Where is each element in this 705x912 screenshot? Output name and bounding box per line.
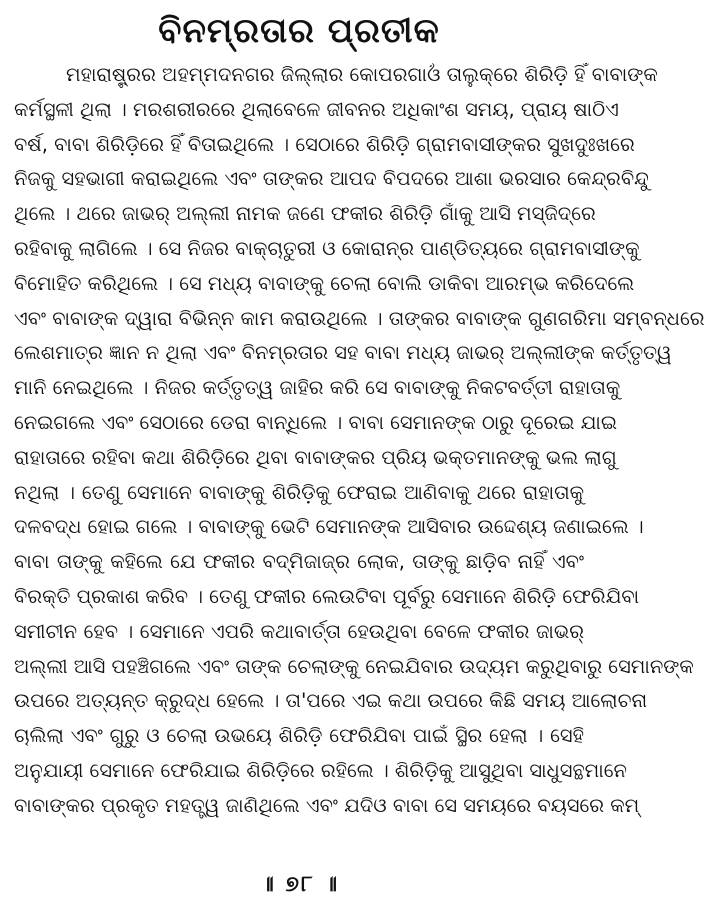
text-line: ବିମୋହିତ କରିଥିଲେ । ସେ ମଧ୍ୟ ବାବାଙ୍କୁ ଚେଲା ବୋଲି ଡାକିବା ଆରମ୍ଭ କରିଦେଲେ xyxy=(14,271,635,295)
chapter-title: ବିନମ୍ରତାର ପ୍ରତୀକ xyxy=(158,11,440,51)
text-line: ଅଲ୍ଲୀ ଆସି ପହଞ୍ଚିଗଲେ ଏବଂ ତାଙ୍କ ଚେଲାଙ୍କୁ ନେଇଯିବାର ଉଦ୍ୟମ କରୁଥିବାରୁ ସେମାନଙ୍କ xyxy=(14,654,694,678)
text-line: ଚାଲିଲା ଏବଂ ଗୁରୁ ଓ ଚେଲା ଉଭୟେ ଶିରିଡ଼ି ଫେରିଯିବା ପାଇଁ ସ୍ଥିର ହେଲା । ସେହି xyxy=(14,724,584,748)
text-line: ବାବାଙ୍କର ପ୍ରକୃତ ମହତ୍ତ୍ୱ ଜାଣିଥିଲେ ଏବଂ ଯଦିଓ ବାବା ସେ ସମୟରେ ବୟସରେ କମ୍‌ xyxy=(14,793,640,817)
text-line: ଥିଲେ । ଥରେ ଜାଭର୍‌ ଅଲ୍ଲୀ ନାମକ ଜଣେ ଫକୀର ଶିରିଡ଼ି ଗାଁକୁ ଆସି ମସ୍‌ଜିଦ୍‌ରେ xyxy=(14,202,596,226)
body-paragraph xyxy=(14,58,705,824)
text-line: ବାବା ତାଙ୍କୁ କହିଲେ ଯେ ଫକୀର ବଦ୍‌ମିଜାଜ୍‌ର ଲୋକ, ତାଙ୍କୁ ଛାଡ଼ିବ ନାହିଁ ଏବଂ xyxy=(14,550,584,574)
text-line: ଦଳବଦ୍ଧ ହୋଇ ଗଲେ । ବାବାଙ୍କୁ ଭେଟି ସେମାନଙ୍କ ଆସିବାର ଉଦ୍ଦେଶ୍ୟ ଜଣାଇଲେ । xyxy=(14,515,644,539)
text-line: ଅନୁଯାୟୀ ସେମାନେ ଫେରିଯାଇ ଶିରିଡ଼ିରେ ରହିଲେ । ଶିରିଡ଼ିକୁ ଆସୁଥିବା ସାଧୁସନ୍ଥମାନେ xyxy=(14,758,627,782)
text-line: ଉପରେ ଅତ୍ୟନ୍ତ କ୍ରୁଦ୍ଧ ହେଲେ । ତା'ପରେ ଏଇ କଥା ଉପରେ କିଛି ସମୟ ଆଲୋଚନା xyxy=(14,689,648,713)
text-line: ସମୀଚୀନ ହେବ । ସେମାନେ ଏପରି କଥାବାର୍ତ୍ତା ହେଉଥିବା ବେଳେ ଫକୀର ଜାଭର୍‌ xyxy=(14,619,584,643)
text-line: ନିଜକୁ ସହଭାଗୀ କରାଇଥିଲେ ଏବଂ ତାଙ୍କର ଆପଦ ବିପଦରେ ଆଶା ଭରସାର କେନ୍ଦ୍ରବିନ୍ଦୁ xyxy=(14,167,649,191)
text-line: ବର୍ଷ, ବାବା ଶିରିଡ଼ିରେ ହିଁ ବିତାଇଥିଲେ । ସେଠାରେ ଶିରିଡ଼ି ଗ୍ରାମବାସୀଙ୍କର ସୁଖଦୁଃଖରେ xyxy=(14,132,635,156)
text-line: ଲେଶମାତ୍ର ଜ୍ଞାନ ନ ଥିଲା ଏବଂ ବିନମ୍ରତାର ସହ ବାବା ମଧ୍ୟ ଜାଭର୍‌ ଅଲ୍ଲୀଙ୍କ କର୍ତ୍ତୃତ୍ୱ xyxy=(14,341,672,365)
text-line: ମହାରାଷ୍ଟ୍ରର ଅହମ୍ମଦନଗର ଜିଲ୍ଲାର କୋପରଗାଓଁ ତାଲୁକ୍‌ରେ ଶିରିଡ଼ି ହିଁ ବାବାଙ୍କ xyxy=(66,63,658,86)
text-line: ରହିବାକୁ ଲାଗିଲେ । ସେ ନିଜର ବାକ୍‌ଚାତୁରୀ ଓ କୋରାନ୍‌ର ପାଣ୍ଡିତ୍ୟରେ ଗ୍ରାମବାସୀଙ୍କୁ xyxy=(14,236,640,260)
text-line: ରାହାତାରେ ରହିବା କଥା ଶିରିଡ଼ିରେ ଥିବା ବାବାଙ୍କର ପ୍ରିୟ ଭକ୍ତମାନଙ୍କୁ ଭଲ ଲାଗୁ xyxy=(14,445,617,469)
text-line: ମାନି ନେଇଥିଲେ । ନିଜର କର୍ତ୍ତୃତ୍ୱ ଜାହିର କରି ସେ ବାବାଙ୍କୁ ନିକଟବର୍ତ୍ତୀ ରାହାତାକୁ xyxy=(14,376,621,400)
text-line: ଏବଂ ବାବାଙ୍କ ଦ୍ୱାରା ବିଭିନ୍ନ କାମ କରାଉଥିଲେ । ତାଙ୍କର ବାବାଙ୍କ ଗୁଣଗରିମା ସମ୍ବନ୍ଧରେ xyxy=(14,306,705,330)
text-line: କର୍ମସ୍ଥଳୀ ଥିଲା । ମରଶରୀରରେ ଥିଲାବେଳେ ଜୀବନର ଅଧିକାଂଶ ସମୟ, ପ୍ରାୟ ଷାଠିଏ xyxy=(14,97,619,121)
text-line: ନେଇଗଲେ ଏବଂ ସେଠାରେ ଡେରା ବାନ୍ଧିଲେ । ବାବା ସେମାନଙ୍କ ଠାରୁ ଦୂରେଇ ଯାଇ xyxy=(14,410,618,434)
page-number: ॥ ୭୮ ॥ xyxy=(260,872,340,897)
text-line: ବିରକ୍ତି ପ୍ରକାଶ କରିବ । ତେଣୁ ଫକୀର ଲେଉଟିବା ପୂର୍ବରୁ ସେମାନେ ଶିରିଡ଼ି ଫେରିଯିବା xyxy=(14,584,640,608)
text-line: ନଥିଲା । ତେଣୁ ସେମାନେ ବାବାଙ୍କୁ ଶିରିଡ଼ିକୁ ଫେରାଇ ଆଣିବାକୁ ଥରେ ରାହାତାକୁ xyxy=(14,480,584,504)
